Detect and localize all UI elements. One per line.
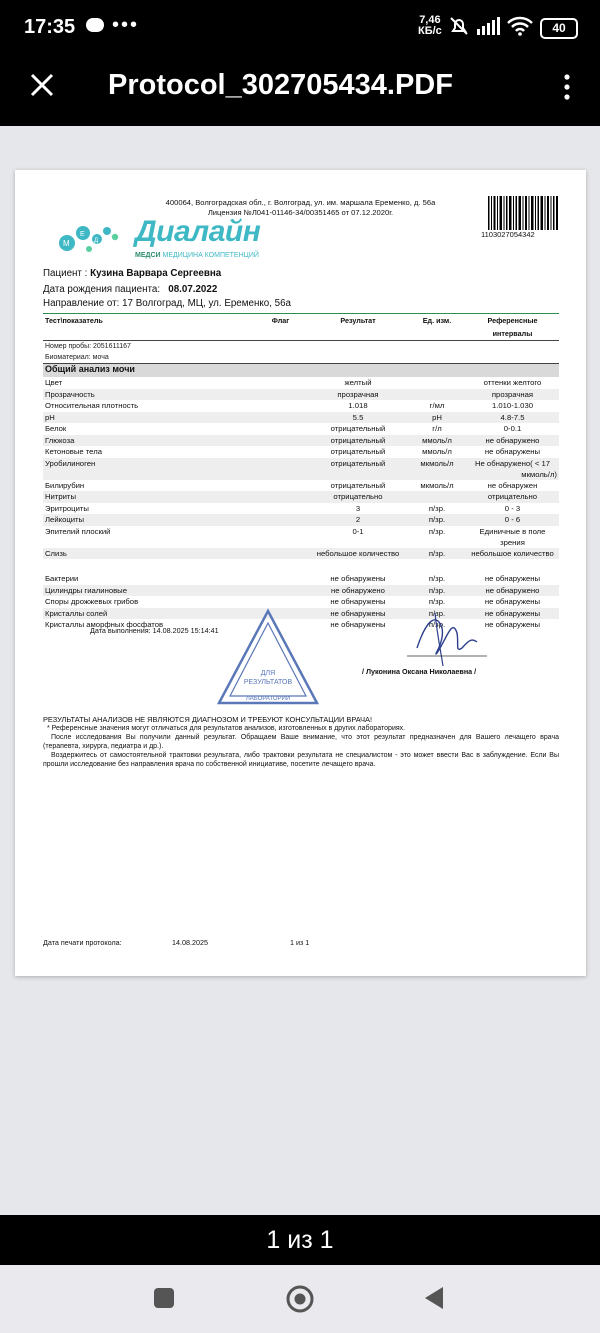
clock: 17:35 <box>24 16 76 38</box>
lab-address: 400064, Волгоградская обл., г. Волгоград, ул. им. маршала Еременко, д. 56а <box>165 198 436 207</box>
cell-result: не обнаружены <box>330 574 386 583</box>
cloud-icon <box>86 18 104 32</box>
cell-result: отрицательный <box>330 424 386 433</box>
cell-ref: небольшое количество <box>466 548 559 560</box>
table-row <box>43 585 559 597</box>
cell-result: отрицательный <box>330 480 386 490</box>
table-row <box>43 514 559 526</box>
section-header: Общий анализ мочи <box>43 364 559 378</box>
header-ref: Референсные интервалы <box>466 314 559 341</box>
cell-flag <box>253 400 308 412</box>
cell-test-name: Слизь <box>43 548 253 560</box>
svg-text:РЕЗУЛЬТАТОВ: РЕЗУЛЬТАТОВ <box>243 679 293 686</box>
cell-unit: п/зр. <box>408 548 466 560</box>
cell-test-name: Белок <box>45 424 67 433</box>
cell-flag <box>253 491 308 503</box>
cell-unit <box>408 389 466 401</box>
cell-result: не обнаружены <box>330 597 386 606</box>
mute-bell-icon <box>448 15 470 37</box>
cell-test-name: Нитриты <box>43 491 253 503</box>
cell-unit: мкмоль/л <box>408 458 466 480</box>
cell-test-name: Глюкоза <box>43 435 253 447</box>
cell-result: 0-1 <box>352 526 364 536</box>
header-flag: Флаг <box>253 314 308 341</box>
barcode-number: 1103027054342 <box>481 230 535 239</box>
cell-flag <box>253 377 308 389</box>
cell-flag <box>253 526 308 548</box>
disclaimer-title: РЕЗУЛЬТАТЫ АНАЛИЗОВ НЕ ЯВЛЯЮТСЯ ДИАГНОЗОМ И ТРЕБУЮТ КОНСУЛЬТАЦИИ ВРАЧА! <box>43 715 373 724</box>
signature-image <box>407 608 487 668</box>
header-test: Тест\показатель <box>43 314 253 341</box>
barcode-image <box>488 196 558 230</box>
table-row <box>43 491 559 503</box>
cell-unit: п/зр. <box>428 620 446 629</box>
cell-ref: прозрачная <box>466 389 559 401</box>
cell-unit: г/л <box>432 424 442 433</box>
svg-text:Д: Д <box>94 238 99 244</box>
cell-test-name: Прозрачность <box>43 389 253 401</box>
disclaimer-line-3: Воздержитесь от самостоятельной трактовки результата, либо трактовки результата не специалистом - это может ввести Вас в заблуждение. Если Вы прошли исследование без направления врача по собственной инициативе, посетите лечащего врача. <box>43 752 559 768</box>
cell-result: отрицательный <box>308 435 408 447</box>
table-row <box>43 435 559 447</box>
cell-ref: не обнаружены <box>484 620 541 629</box>
patient-name: Кузина Варвара Сергеевна <box>90 268 222 279</box>
cell-result: небольшое количество <box>308 548 408 560</box>
more-options-icon[interactable] <box>562 71 572 103</box>
svg-text:Е: Е <box>80 231 85 238</box>
cell-ref: не обнаружено <box>466 435 559 447</box>
table-row <box>43 446 559 458</box>
print-date: 14.08.2025 <box>172 938 208 947</box>
cell-flag <box>253 435 308 447</box>
referral-line: Направление от: 17 Волгоград, МЦ, ул. Еременко, 56а <box>43 298 291 309</box>
cell-ref: 4.8-7.5 <box>466 412 559 424</box>
cell-result: 1.018 <box>348 401 368 410</box>
patient-line: Пациент : Кузина Варвара Сергеевна <box>43 268 222 279</box>
table-header-row <box>43 314 559 341</box>
cell-ref: 0 - 3 <box>504 503 521 513</box>
cell-ref: не обнаружены <box>466 608 559 620</box>
table-row <box>43 548 559 560</box>
cell-unit: ммоль/л <box>408 435 466 447</box>
status-bar <box>0 0 600 55</box>
cell-test-name: Кристаллы аморфных фосфатов <box>45 620 164 629</box>
table-row <box>43 377 559 389</box>
cell-unit: п/зр. <box>408 514 466 526</box>
cell-result: прозрачная <box>308 389 408 401</box>
cell-test-name: Кристаллы солей <box>43 608 253 620</box>
more-notifications-icon: ••• <box>112 14 140 36</box>
cell-unit <box>408 377 466 389</box>
table-row <box>43 412 559 424</box>
signal-icon <box>476 16 502 36</box>
cell-flag <box>253 514 308 526</box>
page-count: 1 из 1 <box>290 938 310 947</box>
cell-ref: оттенки желтого <box>483 378 542 387</box>
cell-test-name: Уробилиноген <box>43 458 253 480</box>
header-result: Результат <box>308 314 408 341</box>
svg-text:М: М <box>63 239 70 248</box>
cell-test-name: Билирубин <box>45 480 85 490</box>
cell-unit: п/зр. <box>428 574 446 583</box>
header-unit: Ед. изм. <box>408 314 466 341</box>
system-nav-bar <box>0 1265 600 1333</box>
print-date-label: Дата печати протокола: <box>43 938 122 947</box>
cell-ref: Не обнаружено( < 17 мкмоль/л) <box>466 458 559 480</box>
cell-ref: отрицательно <box>466 491 559 503</box>
cell-flag <box>253 446 308 458</box>
molecule-logo-icon <box>53 215 133 259</box>
cell-ref: не обнаружены <box>484 597 541 606</box>
cell-flag <box>253 585 308 597</box>
battery-indicator: 40 <box>540 18 578 39</box>
network-speed: 7,46 КБ/с <box>418 14 442 37</box>
cell-unit: п/зр. <box>428 526 446 536</box>
signer-name: / Луконина Оксана Николаевна / <box>362 667 477 676</box>
execution-date: Дата выполнения: 14.08.2025 15:14:41 <box>90 626 219 635</box>
cell-unit: п/зр. <box>408 585 466 597</box>
results-table <box>43 313 559 631</box>
cell-ref: не обнаружены <box>484 574 541 583</box>
dob-line: Дата рождения пациента: 08.07.2022 <box>43 284 218 295</box>
cell-test-name: Бактерии <box>45 574 79 583</box>
cell-unit: pH <box>408 412 466 424</box>
cell-result: не обнаружены <box>308 608 408 620</box>
cell-unit <box>408 491 466 503</box>
table-row <box>43 573 559 585</box>
cell-unit: г/мл <box>429 401 445 410</box>
cell-result: не обнаружены <box>330 620 386 629</box>
cell-flag <box>253 573 308 585</box>
wifi-icon <box>506 15 534 37</box>
cell-ref: 0 - 6 <box>466 514 559 526</box>
home-icon[interactable] <box>285 1284 315 1314</box>
cell-flag <box>253 412 308 424</box>
table-row <box>43 596 559 608</box>
cell-result: не обнаружено <box>308 585 408 597</box>
cell-flag <box>253 480 308 492</box>
cell-flag <box>253 503 308 515</box>
table-row <box>43 389 559 401</box>
cell-test-name: Лейкоциты <box>43 514 253 526</box>
svg-text:ДЛЯ: ДЛЯ <box>260 670 276 677</box>
back-icon[interactable] <box>423 1286 445 1310</box>
cell-result: отрицательно <box>308 491 408 503</box>
cell-result: отрицательный <box>330 447 386 456</box>
cell-test-name: pH <box>43 412 253 424</box>
cell-ref: 0-0.1 <box>503 424 522 433</box>
page-indicator: 1 из 1 <box>266 1226 334 1254</box>
cell-ref: не обнаружены <box>484 447 541 456</box>
cell-ref: не обнаружен <box>487 480 538 490</box>
cell-result: 5.5 <box>308 412 408 424</box>
table-row <box>43 423 559 435</box>
cell-result: 2 <box>308 514 408 526</box>
cell-result: 3 <box>355 503 361 513</box>
patient-dob: 08.07.2022 <box>168 284 218 295</box>
svg-text:ЛАБОРАТОРИИ: ЛАБОРАТОРИИ <box>245 696 291 702</box>
cell-result: отрицательный <box>308 458 408 480</box>
cell-test-name: Относительная плотность <box>45 401 139 410</box>
disclaimer <box>43 715 559 769</box>
table-row <box>43 503 559 515</box>
lab-stamp <box>215 607 321 707</box>
document-title: Protocol_302705434.PDF <box>108 69 453 101</box>
cell-flag <box>253 596 308 608</box>
brand-tagline: МЕДСИ МЕДИЦИНА КОМПЕТЕНЦИЙ <box>135 252 259 259</box>
cell-ref: 1.010-1.030 <box>491 401 534 410</box>
cell-flag <box>253 423 308 435</box>
sample-row: Номер пробы: 2051611167 <box>45 343 131 350</box>
lab-license: Лицензия №Л041-01146-34/00351465 от 07.12.2020г. <box>207 208 394 217</box>
cell-flag <box>253 458 308 480</box>
table-row <box>43 400 559 412</box>
cell-test-name: Эпителий плоский <box>45 526 111 536</box>
cell-ref: Единичные в поле зрения <box>479 526 546 547</box>
app-bar <box>0 55 600 126</box>
cell-ref: не обнаружено <box>466 585 559 597</box>
lab-logo <box>53 215 261 264</box>
table-row <box>43 526 559 548</box>
cell-test-name: Эритроциты <box>45 503 89 513</box>
disclaimer-line-2: После исследования Вы получили данный результат. Обращаем Ваше внимание, что этот результат предназначен для Вашего лечащего врача (терапевта, хирурга, педиатра и др.). <box>43 734 559 750</box>
cell-unit: п/зр. <box>428 503 446 513</box>
table-row <box>43 458 559 480</box>
biomaterial-row: Биоматериал: моча <box>45 354 109 361</box>
cell-flag <box>253 548 308 560</box>
cell-test-name: Кетоновые тела <box>45 447 102 456</box>
brand-name: Диалайн <box>135 215 261 248</box>
page-indicator-bar <box>0 1215 600 1265</box>
pdf-page[interactable] <box>15 170 586 976</box>
cell-unit: п/зр. <box>428 597 446 606</box>
cell-result: желтый <box>344 378 372 387</box>
cell-unit: п/зр. <box>408 608 466 620</box>
cell-test-name: Цилиндры гиалиновые <box>43 585 253 597</box>
cell-unit: мкмоль/л <box>420 480 454 490</box>
disclaimer-line-1: * Референсные значения могут отличаться для результатов анализов, изготовленных в других лабораториях. <box>47 725 406 732</box>
spacer-row <box>43 559 559 573</box>
cell-test-name: Цвет <box>45 378 63 387</box>
cell-flag <box>253 389 308 401</box>
close-icon[interactable] <box>28 71 56 99</box>
cell-test-name: Споры дрожжевых грибов <box>45 597 139 606</box>
table-row <box>43 480 559 492</box>
recent-apps-icon[interactable] <box>153 1287 175 1309</box>
cell-unit: ммоль/л <box>422 447 452 456</box>
